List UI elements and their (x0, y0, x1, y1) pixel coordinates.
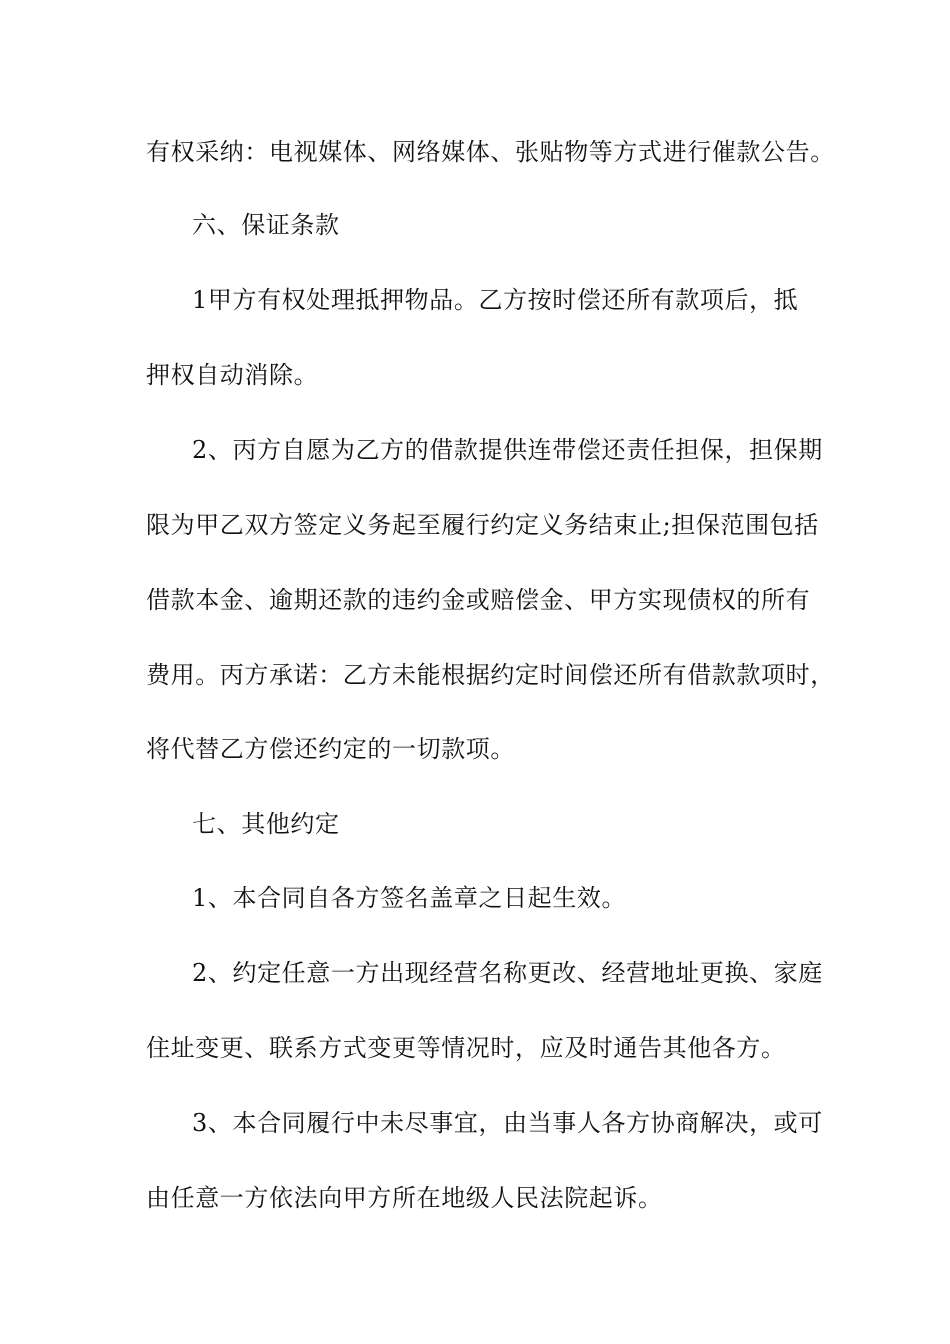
section-heading: 七、其他约定 (192, 810, 340, 838)
text-line: 2、约定任意一方出现经营名称更改、经营地址更换、家庭 (192, 959, 823, 987)
text-line: 费用。丙方承诺：乙方未能根据约定时间偿还所有借款款项时， (146, 661, 835, 689)
text-line: 有权采纳：电视媒体、网络媒体、张贴物等方式进行催款公告。 (146, 138, 835, 166)
text-line: 押权自动消除。 (146, 361, 319, 389)
text-line: 3、本合同履行中未尽事宜，由当事人各方协商解决，或可 (192, 1109, 823, 1137)
text-line: 限为甲乙双方签定义务起至履行约定义务结束止;担保范围包括 (146, 511, 819, 539)
text-line: 2、丙方自愿为乙方的借款提供连带偿还责任担保，担保期 (192, 436, 823, 464)
text-line: 将代替乙方偿还约定的一切款项。 (146, 735, 515, 763)
text-line: 1甲方有权处理抵押物品。乙方按时偿还所有款项后，抵 (192, 286, 799, 314)
text-line: 由任意一方依法向甲方所在地级人民法院起诉。 (146, 1184, 663, 1212)
section-heading: 六、保证条款 (192, 211, 340, 239)
text-line: 住址变更、联系方式变更等情况时，应及时通告其他各方。 (146, 1034, 786, 1062)
text-line: 1、本合同自各方签名盖章之日起生效。 (192, 884, 627, 912)
text-line: 借款本金、逾期还款的违约金或赔偿金、甲方实现债权的所有 (146, 586, 811, 614)
